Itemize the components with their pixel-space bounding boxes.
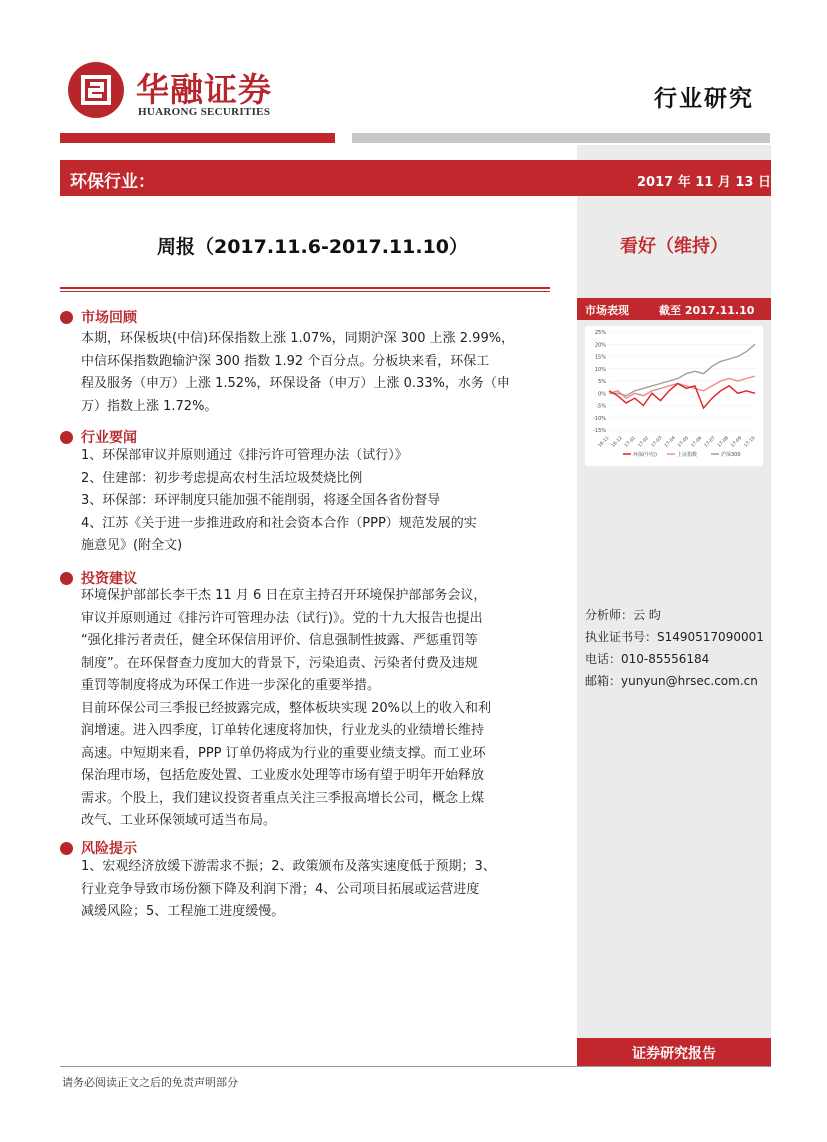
paragraph-line: 行业竞争导致市场份额下降及利润下滑；4、公司项目拓展或运营进度	[81, 881, 480, 897]
section-heading-advice: 投资建议	[81, 571, 137, 587]
company-name-en: HUARONG SECURITIES	[138, 106, 271, 118]
section-bullet-icon	[60, 311, 73, 324]
paragraph-line: 改气、工业环保领域可适当布局。	[81, 813, 277, 828]
series-line	[609, 376, 755, 398]
paragraph-line: 润增速。进入四季度，订单转化速度将加快，行业龙头的业绩增长维持	[81, 723, 485, 738]
paragraph-line: 保治理市场，包括危废处置、工业废水处理等市场有望于明年开始释放	[81, 768, 485, 783]
footer-rule	[60, 1066, 771, 1067]
report-title: 周报（2017.11.6-2017.11.10）	[156, 236, 469, 258]
y-tick-label: -10%	[593, 415, 606, 422]
x-tick-label: 16-11	[597, 435, 611, 449]
y-tick-label: 0%	[598, 391, 606, 398]
paragraph-line: 审议并原则通过《排污许可管理办法（试行)》。党的十九大报告也提出	[81, 610, 483, 626]
paragraph-line: 制度”。在环保督查力度加大的背景下，污染追责、污染者付费及违规	[81, 655, 478, 671]
section-body-news	[81, 445, 571, 558]
paragraph-line: 环境保护部部长李干杰 11 月 6 日在京主持召开环境保护部部务会议，	[81, 588, 487, 603]
analyst-name: 分析师：云 昀	[585, 608, 661, 622]
x-tick-label: 17-05	[677, 435, 691, 449]
performance-label: 市场表现	[585, 304, 629, 317]
section-body-advice	[81, 585, 571, 833]
x-tick-label: 16-12	[610, 435, 624, 449]
paragraph-line: 高速。中短期来看，PPP 订单仍将成为行业的重要业绩支撑。而工业环	[81, 745, 486, 761]
section-heading-news: 行业要闻	[81, 430, 137, 446]
header-bar-red	[60, 133, 335, 143]
title-rule	[60, 287, 550, 289]
paragraph-line: 本期，环保板块(中信)环保指数上涨 1.07%，同期沪深 300 上涨 2.99%，	[81, 331, 515, 346]
y-tick-label: 10%	[594, 366, 606, 373]
y-tick-label: -15%	[593, 428, 606, 434]
paragraph-line: 程及服务（申万）上涨 1.52%，环保设备（申万）上涨 0.33%，水务（申	[81, 376, 510, 391]
x-tick-label: 17-01	[624, 435, 637, 449]
performance-chart	[585, 326, 763, 466]
rating-label: 看好（维持）	[620, 236, 728, 257]
series-line	[609, 344, 755, 395]
x-tick-label: 17-08	[717, 435, 730, 449]
paragraph-line: “强化排污者责任，健全环保信用评价、信息强制性披露、严惩重罚等	[81, 633, 478, 648]
performance-date: 截至 2017.11.10	[659, 304, 755, 317]
logo-mark-icon	[68, 62, 124, 118]
section-heading-risk: 风险提示	[81, 841, 137, 857]
company-logo	[68, 62, 124, 118]
analyst-email: 邮箱：yunyun@hrsec.com.cn	[585, 674, 758, 688]
paragraph-line: 重罚等制度将成为环保工作进一步深化的重要举措。	[81, 678, 381, 693]
paragraph-line: 万）指数上涨 1.72%。	[81, 398, 218, 414]
paragraph-line: 1、环保部审议并原则通过《排污许可管理办法（试行）》	[81, 448, 408, 463]
paragraph-line: 需求。个股上，我们建议投资者重点关注三季报高增长公司，概念上煤	[81, 790, 485, 806]
analyst-license: 执业证书号：S1490517090001	[585, 630, 764, 644]
company-name-cn: 华融证券	[136, 70, 272, 109]
header-bar-grey	[352, 133, 770, 143]
paragraph-line: 中信环保指数跑输沪深 300 指数 1.92 个百分点。分板块来看，环保工	[81, 353, 490, 369]
performance-chart-svg	[585, 326, 763, 466]
x-tick-label: 17-10	[743, 435, 757, 449]
legend-label: 沪深300	[721, 452, 741, 458]
x-tick-label: 17-09	[730, 435, 744, 449]
section-body-risk	[81, 856, 571, 924]
document-type: 行业研究	[654, 85, 754, 112]
x-tick-label: 17-02	[637, 435, 651, 449]
y-tick-label: 5%	[598, 379, 606, 385]
x-tick-label: 17-03	[650, 435, 664, 449]
paragraph-line: 减缓风险；5、工程施工进度缓慢。	[81, 904, 285, 919]
disclaimer-text: 请务必阅读正文之后的免责声明部分	[62, 1076, 238, 1089]
x-tick-label: 17-07	[703, 435, 717, 449]
section-bullet-icon	[60, 431, 73, 444]
paragraph-line: 目前环保公司三季报已经披露完成，整体板块实现 20%以上的收入和利	[81, 700, 492, 716]
x-tick-label: 17-04	[663, 435, 677, 449]
x-tick-label: 17-06	[690, 435, 704, 449]
paragraph-line: 3、环保部：环评制度只能加强不能削弱，将逐全国各省份督导	[81, 493, 441, 508]
y-tick-label: -5%	[596, 403, 606, 410]
section-bullet-icon	[60, 842, 73, 855]
legend-label: 上证指数	[677, 452, 698, 458]
section-heading-market: 市场回顾	[81, 310, 137, 326]
paragraph-line: 2、住建部：初步考虑提高农村生活垃圾焚烧比例	[81, 470, 363, 486]
paragraph-line: 4、江苏《关于进一步推进政府和社会资本合作（PPP）规范发展的实	[81, 515, 477, 531]
report-type-label: 证券研究报告	[632, 1046, 716, 1062]
legend-label: 环保(中信)	[633, 452, 657, 458]
title-rule-thin	[60, 291, 550, 292]
y-tick-label: 20%	[594, 342, 606, 349]
section-body-market	[81, 328, 571, 418]
y-tick-label: 25%	[594, 330, 606, 336]
y-tick-label: 15%	[594, 354, 606, 361]
section-bullet-icon	[60, 572, 73, 585]
paragraph-line: 1、宏观经济放缓下游需求不振；2、政策颁布及落实速度低于预期；3、	[81, 859, 496, 874]
analyst-phone: 电话：010-85556184	[585, 652, 710, 666]
paragraph-line: 施意见》(附全文)	[81, 538, 183, 553]
sector-label: 环保行业：	[70, 172, 155, 192]
report-date: 2017 年 11 月 13 日	[637, 175, 771, 190]
